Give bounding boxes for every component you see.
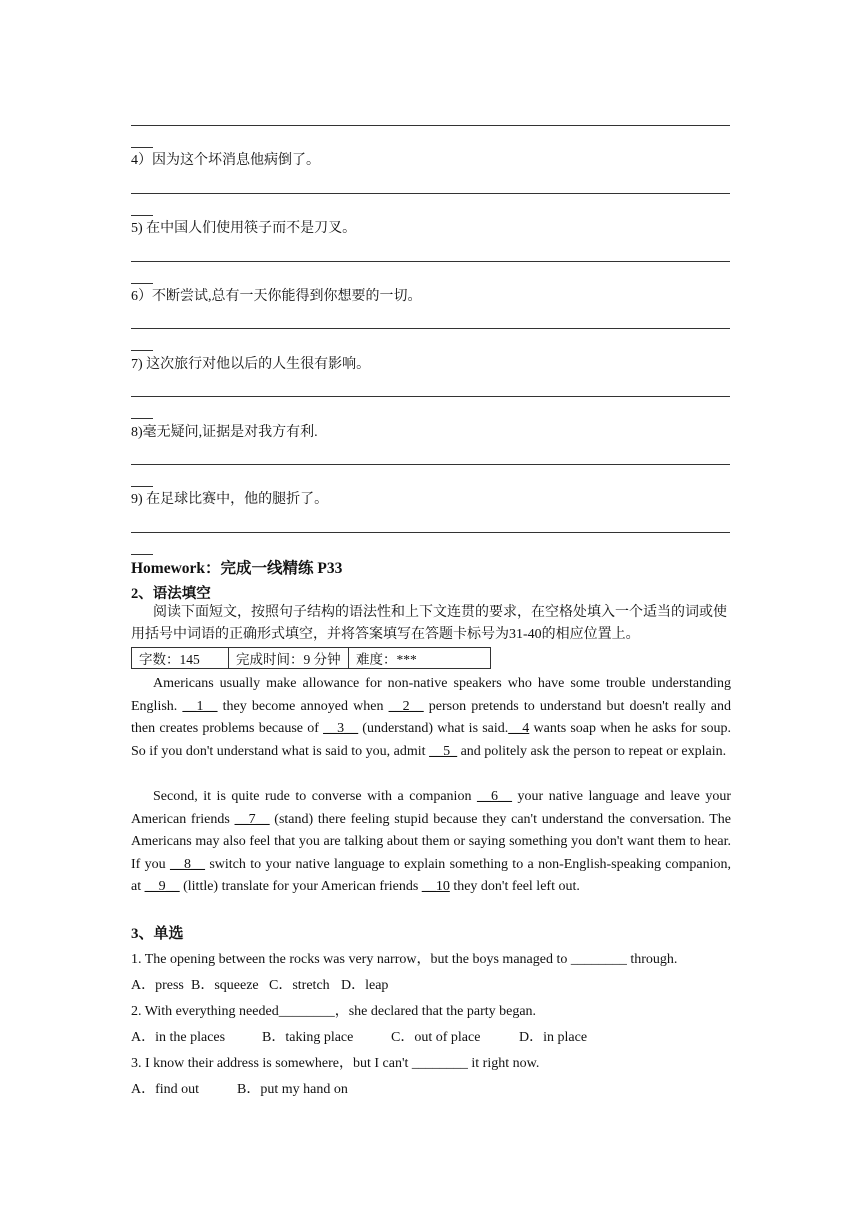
passage-text: they become annoyed when — [217, 698, 389, 714]
info-table — [131, 647, 491, 669]
passage-text: (understand) what is said. — [358, 721, 509, 736]
answer-line — [131, 328, 730, 329]
blank-9: __9__ — [144, 879, 180, 894]
blank-3: __3__ — [323, 721, 359, 736]
passage-text: they don't feel left out. — [449, 879, 580, 894]
option-b: B．taking place — [262, 1030, 354, 1045]
mcq-stem-2: 2. With everything needed________，she declared that the party began. — [131, 1004, 537, 1019]
homework-title: Homework：完成一线精练 P33 — [131, 560, 343, 577]
mcq-heading: 3、单选 — [131, 926, 184, 942]
answer-line — [131, 261, 730, 262]
mcq-stem-3: 3. I know their address is somewhere，but I can't ________ it right now. — [131, 1056, 540, 1071]
mcq-options-3 — [131, 1081, 348, 1099]
translation-prompt-9: 9) 在足球比赛中，他的腿折了。 — [131, 492, 329, 507]
mcq-options-2 — [131, 1029, 587, 1047]
translation-prompt-4: 4）因为这个坏消息他病倒了。 — [131, 153, 320, 168]
option-d: D．in place — [519, 1030, 588, 1045]
answer-line-stub — [131, 147, 153, 148]
blank-8: __8__ — [170, 856, 205, 872]
blank-10: __10 — [421, 879, 450, 894]
passage-text: and politely ask the person to repeat or explain. — [457, 743, 727, 759]
answer-line-stub — [131, 350, 153, 351]
grammar-instructions: 阅读下面短文，按照句子结构的语法性和上下文连贯的要求，在空格处填入一个适当的词或使用括号中词语的正确形式填空，并将答案填写在答题卡标号为31-40的相应位置上。 — [131, 605, 727, 642]
option-d: D．leap — [341, 978, 389, 993]
answer-line-stub — [131, 486, 153, 487]
answer-line — [131, 396, 730, 397]
answer-line — [131, 464, 730, 465]
option-b: B．put my hand on — [237, 1082, 348, 1097]
translation-prompt-5: 5) 在中国人们使用筷子而不是刀叉。 — [131, 221, 357, 236]
blank-7: __7__ — [234, 811, 270, 827]
mcq-stem-1: 1. The opening between the rocks was very narrow，but the boys managed to ________ through. — [131, 952, 678, 967]
answer-line — [131, 125, 730, 126]
word-count-cell: 字数：145 — [132, 648, 229, 669]
blank-6: __6__ — [476, 789, 512, 804]
answer-line — [131, 532, 730, 533]
option-a: A．press — [131, 978, 184, 993]
time-cell: 完成时间：9 分钟 — [229, 648, 349, 669]
translation-prompt-6: 6）不断尝试,总有一天你能得到你想要的一切。 — [131, 289, 422, 304]
grammar-passage-paragraph-1 — [131, 673, 731, 763]
blank-1: __1__ — [182, 698, 218, 714]
translation-prompt-8: 8)毫无疑问,证据是对我方有利. — [131, 425, 318, 440]
translation-prompt-7: 7) 这次旅行对他以后的人生很有影响。 — [131, 357, 371, 372]
passage-text: Second, it is quite rude to converse with a companion — [153, 789, 477, 804]
option-a: A．in the places — [131, 1030, 226, 1045]
blank-2: __2__ — [388, 698, 424, 714]
mcq-options-1 — [131, 977, 388, 995]
answer-line — [131, 193, 730, 194]
grammar-heading: 2、语法填空 — [131, 586, 211, 602]
passage-text: person pretends to understand but doesn't really and then creates problems because of — [131, 698, 732, 736]
answer-line-stub — [131, 283, 153, 284]
option-b: B．squeeze — [191, 978, 259, 993]
grammar-passage-paragraph-2 — [131, 786, 731, 899]
passage-text: wants soap when he asks for soup. So if you don't understand what is said to you, admit — [131, 721, 731, 759]
answer-line-stub — [131, 554, 153, 555]
option-c: C．stretch — [269, 978, 330, 993]
answer-line-stub — [131, 215, 153, 216]
difficulty-cell: 难度：*** — [349, 648, 491, 669]
passage-text: (stand) there feeling stupid because they can't understand the conversation. The Americans may also feel that you are talking about them or saying something you don't want them to hear. If you — [131, 811, 731, 872]
passage-text: Americans usually make allowance for non-native speakers who have some trouble understanding English. — [131, 676, 731, 714]
passage-text: (little) translate for your American friends — [179, 879, 422, 894]
blank-5: __5_ — [429, 743, 458, 759]
option-c: C．out of place — [391, 1030, 481, 1045]
option-a: A．find out — [131, 1082, 200, 1097]
blank-4: __4 — [508, 721, 530, 736]
passage-text: switch to your native language to explain something to a non-English-speaking companion, at — [131, 856, 731, 894]
passage-text: your native language and leave your American friends — [131, 789, 731, 827]
answer-line-stub — [131, 418, 153, 419]
